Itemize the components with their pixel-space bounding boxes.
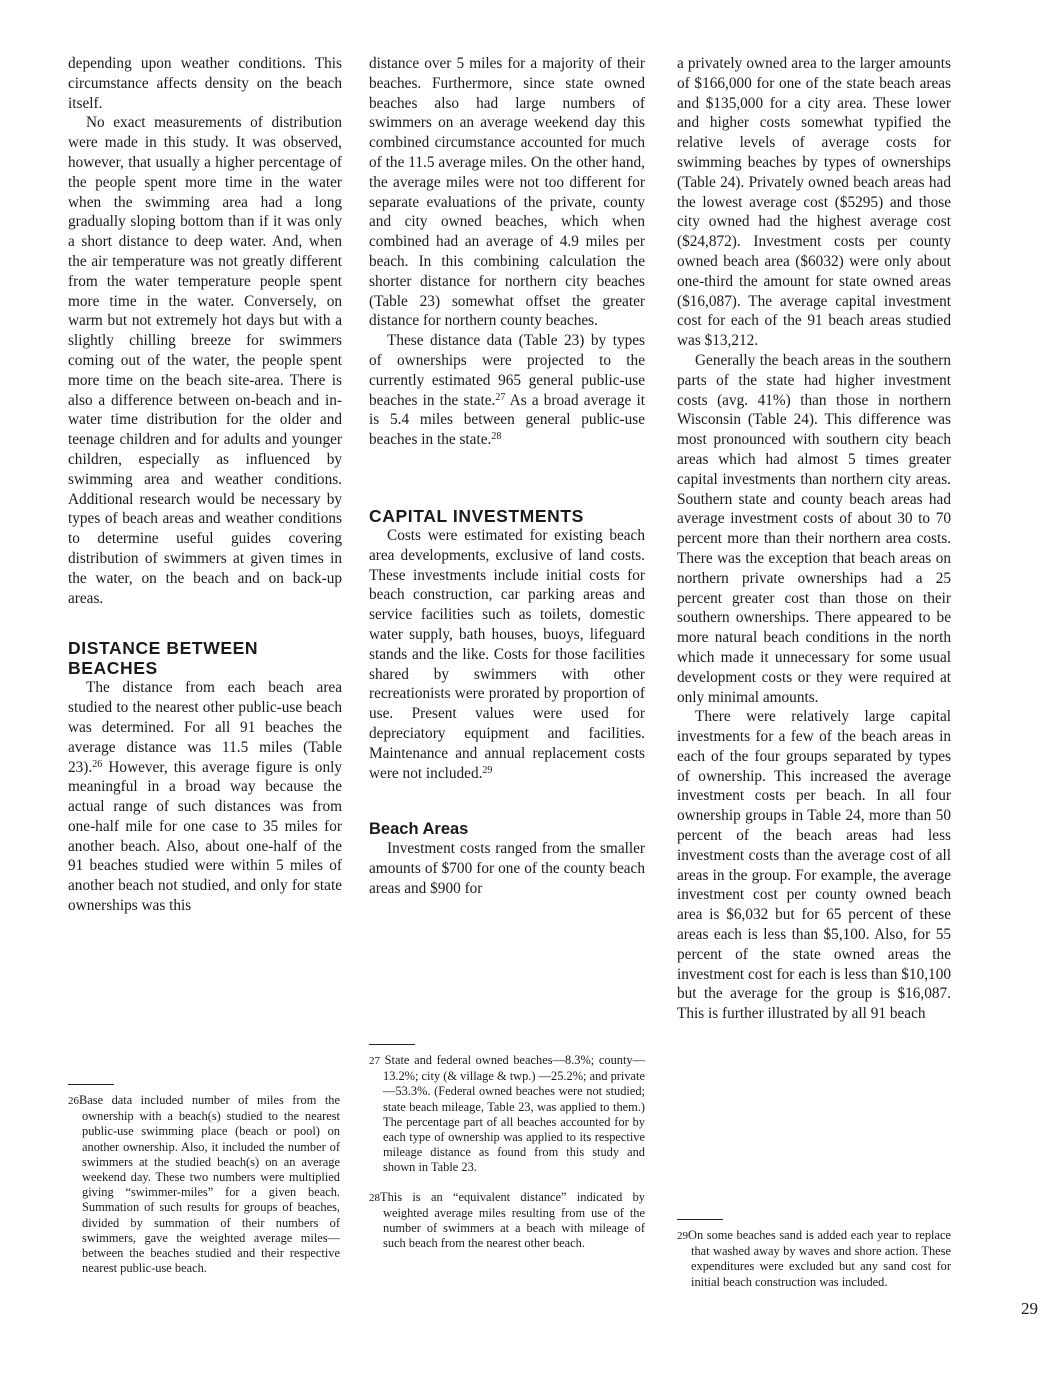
footnote-rule <box>369 1044 415 1045</box>
paragraph: Costs were estimated for existing beach area developments, exclusive of land costs. These investments include initial costs for beach construction, car parking areas and service facilities such as toilets, domestic water supply, bath houses, buoys, lifeguard stands and the like. Costs for those facilities shared by swimmers with other recreationists were prorated by proportion of use. Present values were used for depreciatory equipment and facilities. Maintenance and annual replacement costs were not included.$^{29}$ <box>369 526 645 782</box>
footnote-ref: 29 <box>482 764 493 776</box>
footnote-block-3 <box>677 1219 951 1290</box>
section-heading-capital-investments: CAPITAL INVESTMENTS <box>369 505 584 526</box>
paragraph: The distance from each beach area studied to the nearest other public-use beach was determined. For all 91 beaches the average distance was 11.5 miles (Table 23).$^{26}$ However, this average figure is only meaningful in a broad way because the actual range of such distances was from one-half mile for one case to 35 miles for another beach. Also, about one-half of the 91 beaches studied were within 5 miles of another beach not studied, and only for state ownerships was this <box>68 679 342 915</box>
paragraph: distance over 5 miles for a majority of their beaches. Furthermore, since state owned beaches also had large numbers of swimmers on an average weekend day this combined circumstance accounted for much of the 11.5 average miles. On the other hand, the average miles were not too different for separate evaluations of the private, county and city owned beaches, which when combined had an average of 4.9 miles per beach. In this combining calculation the shorter distance for northern city beaches (Table 23) somewhat offset the greater distance for northern county beaches. <box>369 55 645 330</box>
footnote-29: 29On some beaches sand is added each year to replace that washed away by waves and shore action. These expenditures were excluded but any sand cost for initial beach construction was included. <box>677 1228 951 1289</box>
text-column-1 <box>68 54 342 916</box>
paragraph: Investment costs ranged from the smaller amounts of $700 for one of the county beach areas and $900 for <box>369 840 645 897</box>
text-column-2 <box>369 54 645 899</box>
paragraph: a privately owned area to the larger amounts of $166,000 for one of the state beach areas and $135,000 for a city area. These lower and higher costs somewhat typified the relative levels of average costs for swimming beaches by types of ownerships (Table 24). Privately owned beach areas had the lowest average cost ($5295) and those city owned had the highest average cost ($24,872). Investment costs per county owned beach area ($6032) were only about one-third the amount for state owned areas ($16,087). The average capital investment cost for each of the 91 beach areas studied was $13,212. <box>677 55 951 350</box>
paragraph: depending upon weather conditions. This circumstance affects density on the beach itself. <box>68 55 342 112</box>
footnote-ref: 26 <box>92 758 103 770</box>
footnote-28: 28This is an “equivalent distance” indicated by weighted average miles resulting from use of the number of swimmers at a beach with mileage of such beach from the nearest other beach. <box>369 1189 645 1251</box>
footnote-block-1 <box>68 1084 340 1276</box>
subsection-heading-beach-areas: Beach Areas <box>369 820 469 839</box>
footnote-rule <box>68 1084 114 1085</box>
text-column-3 <box>677 54 951 1024</box>
footnote-26: 26Base data included number of miles from the ownership with a beach(s) studied to the nearest public-use swimming place (beach or pool) on another ownership. Also, it included the number of swimmers at the studied beach(s) on an average weekend day. These two numbers were multiplied giving “swimmer-miles” for a given beach. Summation of such results for groups of beaches, divided by summation of their numbers of swimmers, gave the weighted average miles—between the beaches studied and their respective nearest public-use beach. <box>68 1093 340 1276</box>
footnote-rule <box>677 1219 723 1220</box>
paragraph: There were relatively large capital investments for a few of the beach areas in each of the four groups separated by types of ownership. This increased the average investment costs per beach. In all four ownership groups in Table 24, more than 50 percent of the beach areas had less investment costs than the average cost of all areas in the group. For example, the average investment cost per county owned beach area is $6,032 but for 65 percent of these areas each is less than $5,100. Also, for 55 percent of the state owned areas the investment cost for each is less than $10,100 but the average for the group is $16,087. This is further illustrated by all 91 beach <box>677 708 951 1023</box>
page-number: 29 <box>1021 1299 1038 1318</box>
footnote-block-2 <box>369 1044 645 1251</box>
paragraph: No exact measurements of distribution were made in this study. It was observed, however, that usually a higher percentage of the people spent more time in the water when the swimming area had a long gradually sloping bottom than if it was only a short distance to deep water. And, when the air temperature was not greatly different from the water temperature people spent more time in the water. Conversely, on warm but not extremely hot days but with a slightly chilling breeze for swimmers coming out of the water, the people spent more time on the beach site-area. There is also a difference between on-beach and in-water time distribution for the older and teenage children and for adults and younger children, especially as influenced by swimming area and weather conditions. Additional research would be necessary by types of beach areas and weather conditions to determine useful guides covering distribution of swimmers at given times in the water, on the beach and on back-up areas. <box>68 114 342 607</box>
paragraph: Generally the beach areas in the southern parts of the state had higher investment costs (avg. 41%) than those in northern Wisconsin (Table 24). This difference was most pronounced with southern city beach areas which had almost 5 times greater capital investments than northern city areas. Southern state and county beach areas had average investment costs of about 30 to 70 percent more than their northern area costs. There was the exception that beach areas on northern private ownerships had a 25 percent greater cost than those on their southern ownerships. There appeared to be more natural beach conditions in the north which made it unnecessary for some usual development costs or they were required at only minimal amounts. <box>677 351 951 706</box>
footnote-ref: 28 <box>491 431 502 443</box>
section-heading-distance: DISTANCE BETWEEN BEACHES <box>68 638 259 679</box>
footnote-ref: 27 <box>495 391 506 403</box>
footnote-27: 27 State and federal owned beaches—8.3%; county—13.2%; city (& village & twp.) —25.2%; and private—53.3%. (Federal owned beaches were not studied; state beach mileage, Table 23, was applied to them.) The percentage part of all beaches accounted for by each type of ownership was applied to its respective mileage distance as found from this study and shown in Table 23. <box>369 1053 645 1175</box>
paragraph: These distance data (Table 23) by types of ownerships were projected to the currently estimated 965 general public-use beaches in the state.$^{27}$ As a broad average it is 5.4 miles between general public-use beaches in the state.$^{28}$ <box>369 332 645 449</box>
